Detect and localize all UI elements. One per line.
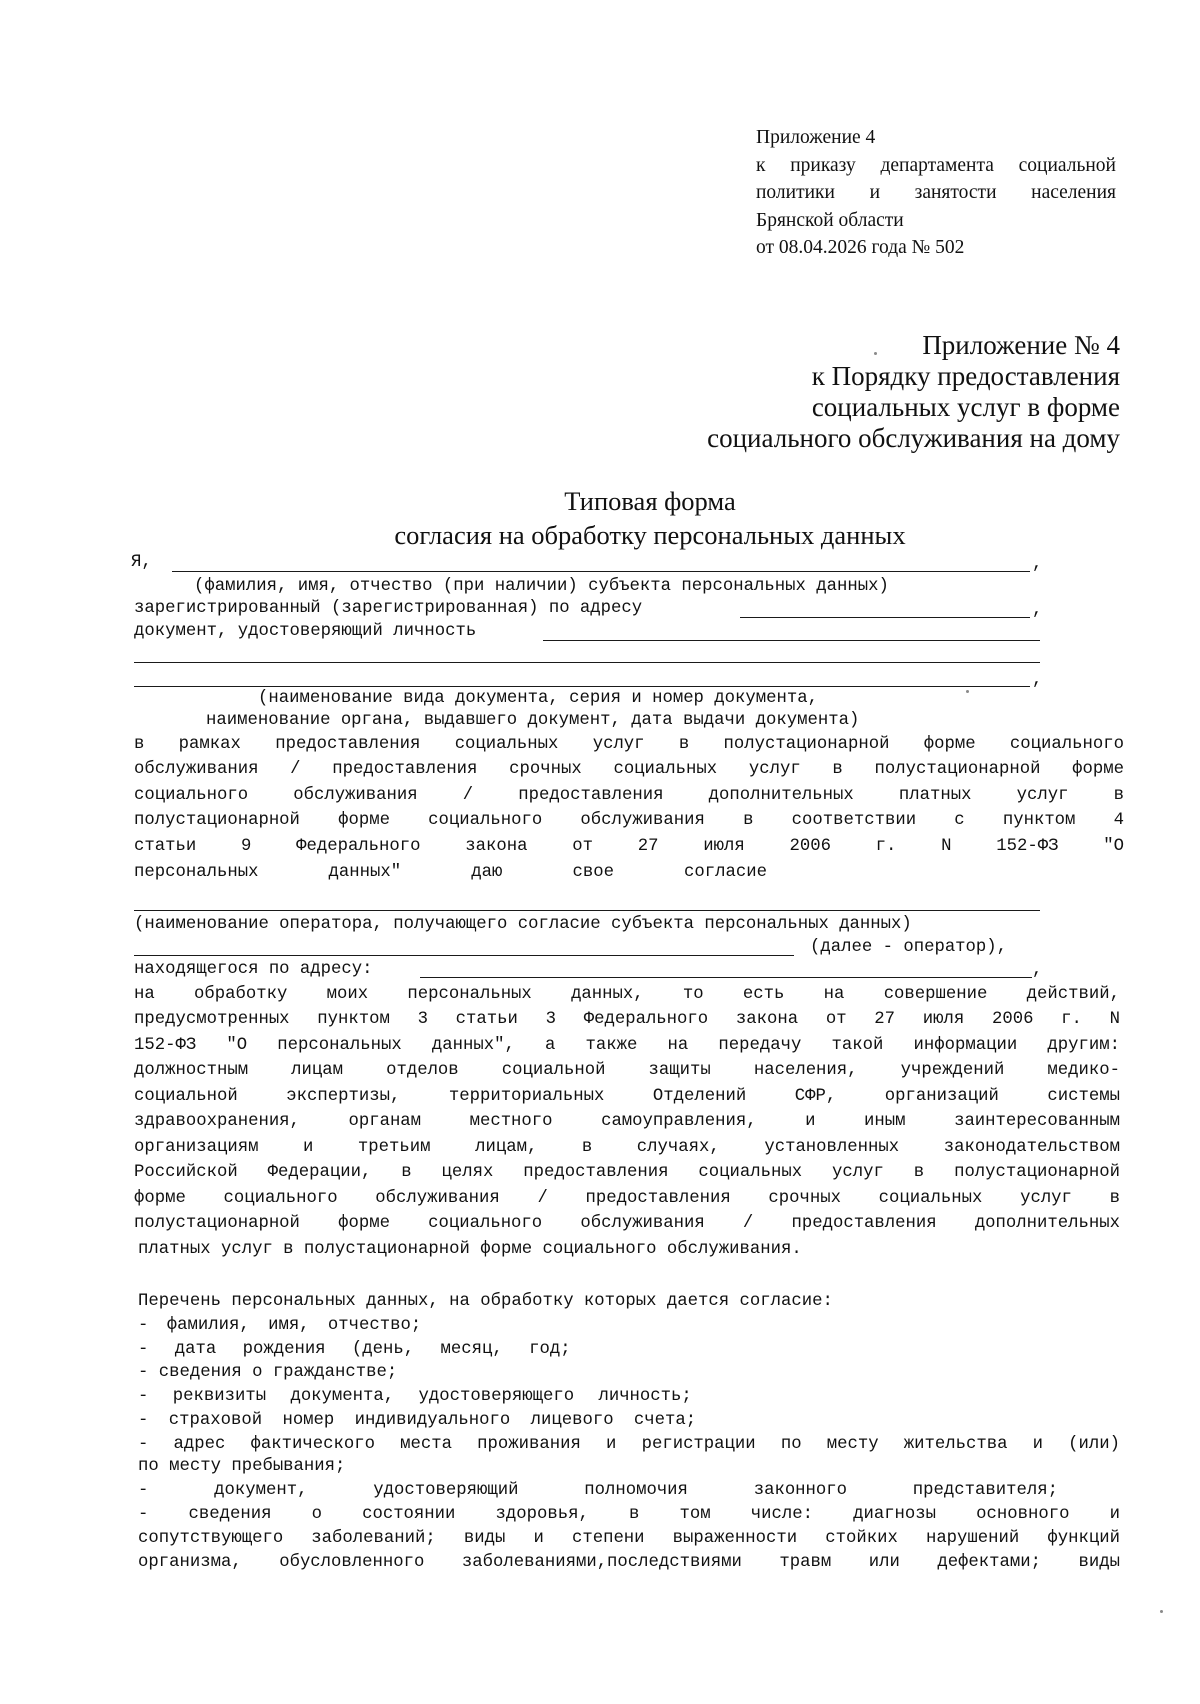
operator-address-field-line[interactable] — [420, 977, 1032, 978]
identity-document-field-line-2[interactable] — [134, 662, 1040, 663]
identity-document-comma: , — [1032, 671, 1043, 690]
data-list-item: - сведения о гражданстве; — [138, 1363, 398, 1382]
data-list-item: - документ, удостоверяющий полномочия законного представителя; — [138, 1481, 1058, 1500]
procedure-appendix-header — [560, 330, 1120, 454]
processing-paragraph-line: форме социального обслуживания / предоставления срочных социальных услуг в — [134, 1189, 1120, 1208]
data-list-item: - дата рождения (день, месяц, год; — [138, 1340, 571, 1359]
consent-paragraph-line: статьи 9 Федерального закона от 27 июля 2006 г. N 152-ФЗ "О — [134, 837, 1124, 856]
order-appendix-line: политики и занятости населения — [756, 182, 1116, 203]
order-appendix-date: от 08.04.2026 года № 502 — [756, 237, 965, 258]
identity-document-field-line-3[interactable] — [134, 686, 1030, 687]
data-list-item-continuation: по месту пребывания; — [138, 1457, 346, 1476]
processing-paragraph-line: здравоохранения, органам местного самоуправления, и иным заинтересованным — [134, 1112, 1120, 1131]
processing-paragraph-line: Российской Федерации, в целях предоставления социальных услуг в полустационарной — [134, 1163, 1120, 1182]
processing-paragraph-line: 152-ФЗ "О персональных данных", а также на передачу такой информации другим: — [134, 1036, 1120, 1055]
processing-paragraph-line: предусмотренных пунктом 3 статьи 3 Федерального закона от 27 июля 2006 г. N — [134, 1010, 1120, 1029]
procedure-appendix-title: Приложение № 4 — [922, 330, 1120, 360]
consent-paragraph-line: персональных данных" даю свое согласие — [134, 863, 767, 882]
data-list-item: - фамилия, имя, отчество; — [138, 1316, 422, 1335]
consent-paragraph-line: социального обслуживания / предоставления дополнительных платных услуг в — [134, 786, 1124, 805]
form-title: Типовая форма — [564, 486, 736, 516]
order-appendix-header — [756, 124, 1116, 262]
order-appendix-line: Брянской области — [756, 209, 904, 231]
operator-further-label: (далее - оператор), — [810, 938, 1008, 957]
operator-address-comma: , — [1032, 961, 1043, 980]
procedure-appendix-line: социального обслуживания на дому — [707, 423, 1120, 453]
processing-paragraph-line: организациям и третьим лицам, в случаях, установленных законодательством — [134, 1138, 1120, 1157]
consent-paragraph-line: в рамках предоставления социальных услуг в полустационарной форме социального — [134, 735, 1124, 754]
ya-label: Я, — [131, 553, 152, 572]
registration-address-label: зарегистрированный (зарегистрированная) по адресу — [134, 599, 643, 618]
fio-field-line[interactable] — [172, 571, 1030, 572]
fio-caption: (фамилия, имя, отчество (при наличии) субъекта персональных данных) — [194, 577, 889, 596]
processing-paragraph-line: должностным лицам отделов социальной защиты населения, учреждений медико- — [134, 1061, 1120, 1080]
scan-speck — [1160, 1610, 1163, 1613]
operator-caption: (наименование оператора, получающего согласие субъекта персональных данных) — [134, 915, 912, 934]
data-list-item-continuation: сопутствующего заболеваний; виды и степени выраженности стойких нарушений функций — [138, 1529, 1120, 1548]
registration-address-comma: , — [1032, 601, 1043, 620]
document-caption-2: наименование органа, выдавшего документ, дата выдачи документа) — [206, 711, 860, 730]
scan-speck — [966, 690, 969, 693]
procedure-appendix-line: к Порядку предоставления — [811, 361, 1120, 391]
data-list-item: - адрес фактического места проживания и регистрации по месту жительства и (или) — [138, 1435, 1120, 1454]
procedure-appendix-line: социальных услуг в форме — [811, 392, 1120, 422]
operator-name-field-line-2[interactable] — [134, 955, 794, 956]
data-list-item: - реквизиты документа, удостоверяющего личность; — [138, 1387, 692, 1406]
registration-address-field-line[interactable] — [740, 617, 1030, 618]
processing-paragraph-line: на обработку моих персональных данных, то есть на совершение действий, — [134, 985, 1120, 1004]
operator-name-field-line[interactable] — [134, 910, 1040, 911]
processing-paragraph-line: социальной экспертизы, территориальных Отделений СФР, организаций системы — [134, 1087, 1120, 1106]
order-appendix-line: к приказу департамента социальной — [756, 154, 1116, 176]
identity-document-label: документ, удостоверяющий личность — [134, 622, 477, 641]
form-subtitle: согласия на обработку персональных данных — [394, 520, 906, 550]
data-list-item-continuation: организма, обусловленного заболеваниями,последствиями травм или дефектами; виды — [138, 1553, 1120, 1572]
fio-comma: , — [1032, 555, 1043, 574]
consent-paragraph-line: обслуживания / предоставления срочных социальных услуг в полустационарной форме — [134, 760, 1124, 779]
order-appendix-title: Приложение 4 — [756, 127, 876, 148]
operator-address-label: находящегося по адресу: — [134, 960, 373, 979]
identity-document-field-line[interactable] — [543, 640, 1040, 641]
document-caption-1: (наименование вида документа, серия и номер документа, — [258, 689, 819, 708]
consent-paragraph-line: полустационарной форме социального обслуживания в соответствии с пунктом 4 — [134, 811, 1124, 830]
data-list-item: - страховой номер индивидуального лицевого счета; — [138, 1411, 697, 1430]
scan-speck — [874, 352, 877, 355]
data-list-item: - сведения о состоянии здоровья, в том числе: диагнозы основного и — [138, 1505, 1120, 1524]
processing-paragraph-line: полустационарной форме социального обслуживания / предоставления дополнительных — [134, 1214, 1120, 1233]
data-list-intro: Перечень персональных данных, на обработку которых дается согласие: — [138, 1292, 833, 1311]
processing-paragraph-line: платных услуг в полустационарной форме социального обслуживания. — [138, 1240, 802, 1259]
